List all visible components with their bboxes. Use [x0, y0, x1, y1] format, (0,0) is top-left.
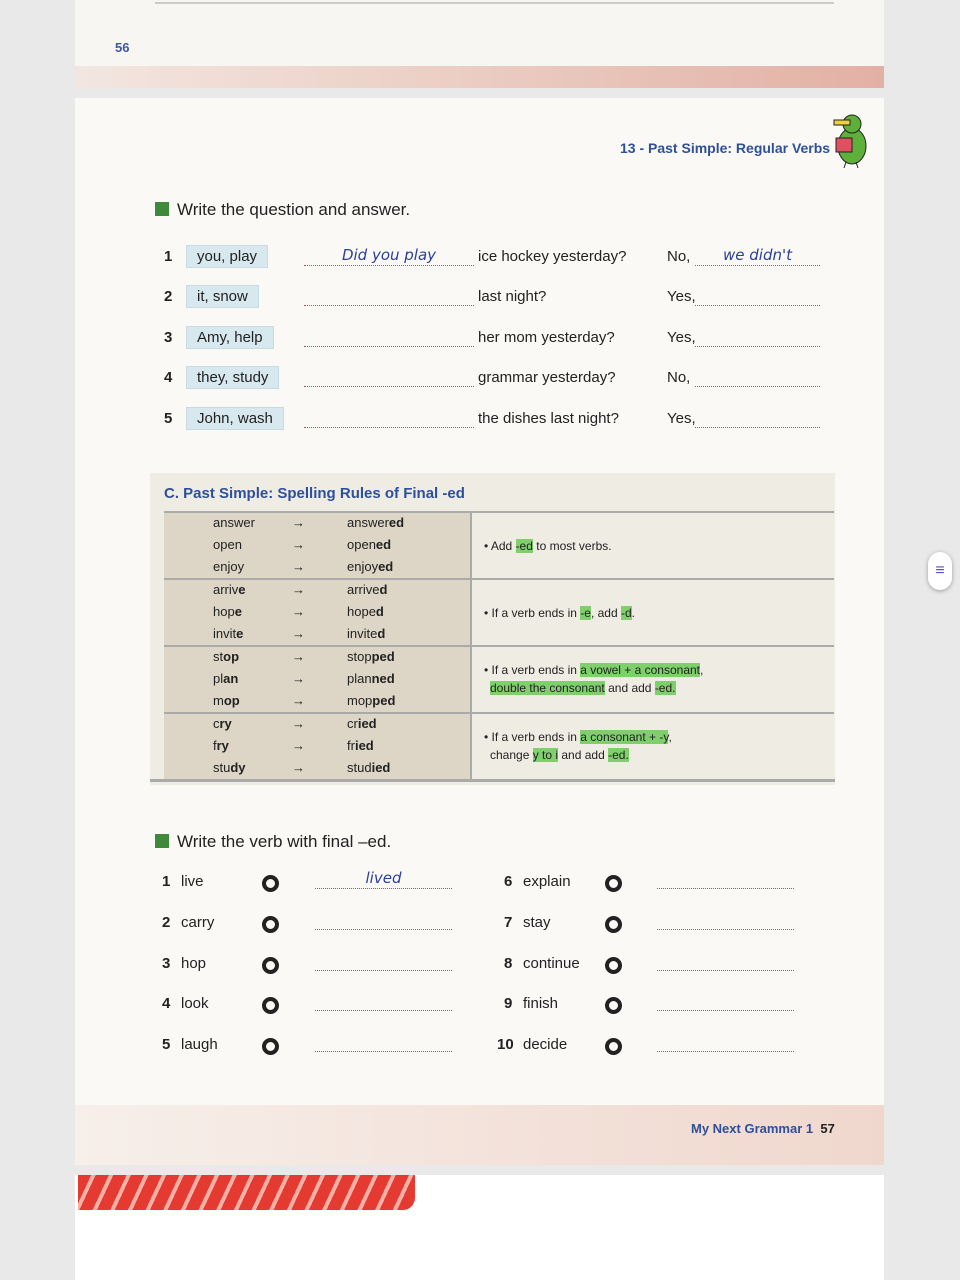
- verb: laugh: [181, 1036, 218, 1053]
- circle-bullet-icon: [262, 957, 279, 974]
- arrow: →: [292, 537, 305, 552]
- table-bottom-border: [150, 779, 835, 782]
- item-number: 6: [504, 873, 513, 890]
- past-verb: [347, 671, 395, 686]
- highlight: -ed.: [608, 748, 629, 762]
- base-plain: answer: [213, 515, 255, 530]
- question-blank[interactable]: [304, 408, 474, 428]
- item-number: 5: [162, 1036, 171, 1053]
- item-number: 8: [504, 955, 513, 972]
- rule-group: [164, 712, 834, 779]
- exercise2-item: [497, 995, 797, 1019]
- base-plain: pl: [213, 671, 224, 686]
- highlight: -ed.: [654, 681, 676, 695]
- arrow: →: [292, 582, 305, 597]
- arrow: →: [292, 604, 305, 619]
- past-plain: answer: [347, 515, 389, 530]
- base-bold: e: [236, 626, 244, 641]
- base-bold: op: [223, 649, 240, 664]
- checkbox-square-icon: [155, 202, 169, 216]
- table-title: C. Past Simple: Spelling Rules of Final -ed: [164, 485, 465, 502]
- past-ending: ed: [375, 537, 392, 552]
- exercise1-instruction: [155, 200, 410, 220]
- rule-segment: change: [490, 748, 533, 762]
- exercise2-item: [162, 1036, 462, 1060]
- base-verb: [213, 582, 246, 597]
- verb: decide: [523, 1036, 568, 1053]
- question-blank[interactable]: [304, 327, 474, 347]
- answer-blank[interactable]: [657, 991, 794, 1011]
- arrow: →: [292, 515, 305, 530]
- arrow: →: [292, 649, 305, 664]
- past-verb: [347, 515, 404, 530]
- item-number: 5: [164, 410, 173, 427]
- cue-box: they, study: [186, 366, 279, 389]
- base-verb: [213, 693, 240, 708]
- base-plain: st: [213, 649, 224, 664]
- circle-bullet-icon: [605, 997, 622, 1014]
- page-footer: [691, 1121, 835, 1136]
- base-bold: dy: [230, 760, 246, 775]
- question-blank[interactable]: Did you play: [304, 246, 474, 266]
- verb-row: [164, 671, 472, 693]
- arrow: →: [292, 716, 305, 731]
- instruction-text: Write the question and answer.: [177, 200, 411, 219]
- verb: explain: [523, 873, 571, 890]
- rule-segment: • If a verb ends in: [484, 730, 581, 744]
- item-number: 4: [162, 995, 171, 1012]
- past-ending: ed: [378, 559, 394, 574]
- verb-row: [164, 649, 472, 671]
- past-verb: [347, 649, 395, 664]
- circle-bullet-icon: [262, 916, 279, 933]
- circle-bullet-icon: [605, 916, 622, 933]
- verb: continue: [523, 955, 580, 972]
- past-plain: invite: [347, 626, 378, 641]
- base-verb: [213, 559, 244, 574]
- exercise2-item: [497, 873, 797, 897]
- base-bold: ry: [216, 738, 229, 753]
- verb-row: [164, 582, 472, 604]
- past-ending: d: [379, 582, 388, 597]
- rule-segment: • Add: [484, 539, 516, 553]
- answer-blank[interactable]: [657, 951, 794, 971]
- arrow: →: [292, 760, 305, 775]
- checkbox-square-icon: [155, 834, 169, 848]
- past-verb: [347, 738, 374, 753]
- base-bold: e: [234, 604, 242, 619]
- exercise2-item: [162, 869, 462, 897]
- rule-text: [484, 728, 672, 764]
- exercise2-item: [162, 914, 462, 938]
- past-plain: mop: [347, 693, 373, 708]
- exercise1-row: [0, 369, 960, 393]
- question-rest: her mom yesterday?: [478, 329, 615, 346]
- past-plain: stud: [347, 760, 372, 775]
- answer-blank[interactable]: [695, 286, 820, 306]
- rule-line: [484, 661, 703, 679]
- question-blank[interactable]: [304, 286, 474, 306]
- answer-blank[interactable]: [657, 910, 794, 930]
- arrow: →: [292, 738, 305, 753]
- rule-text: [484, 661, 703, 697]
- circle-bullet-icon: [262, 997, 279, 1014]
- base-plain: invit: [213, 626, 237, 641]
- menu-icon: ≡: [935, 562, 945, 579]
- past-plain: open: [347, 537, 376, 552]
- arrow: →: [292, 693, 305, 708]
- past-ending: ped: [372, 693, 396, 708]
- past-ending: ed: [388, 515, 405, 530]
- rule-segment: • If a verb ends in: [484, 606, 581, 620]
- exercise1-row: [0, 288, 960, 312]
- verb-row: [164, 738, 472, 760]
- rule-segment: • If a verb ends in: [484, 663, 581, 677]
- exercise2-instruction: [155, 832, 391, 852]
- cue-box: you, play: [186, 245, 268, 268]
- page-number-56: 56: [115, 40, 130, 55]
- verb: finish: [523, 995, 559, 1012]
- rule-segment: .: [631, 606, 635, 620]
- past-verb: [347, 537, 391, 552]
- cue-box: Amy, help: [186, 326, 274, 349]
- answer-blank[interactable]: [695, 367, 820, 387]
- past-ending: ied: [354, 738, 374, 753]
- page-number: 57: [820, 1121, 835, 1136]
- arrow: →: [292, 626, 305, 641]
- verb-row: [164, 716, 472, 738]
- item-number: 2: [164, 288, 173, 305]
- base-plain: hop: [213, 604, 235, 619]
- past-ending: d: [375, 604, 384, 619]
- highlight: double the consonant: [490, 681, 605, 695]
- rule-segment: and add: [604, 681, 655, 695]
- base-verb: [213, 649, 239, 664]
- past-plain: enjoy: [347, 559, 379, 574]
- past-ending: ied: [371, 760, 391, 775]
- answer-blank[interactable]: lived: [315, 869, 452, 889]
- past-plain: plan: [347, 671, 372, 686]
- verb-row: [164, 515, 472, 537]
- rule-segment: and add: [558, 748, 609, 762]
- base-plain: c: [213, 716, 220, 731]
- cue-box: John, wash: [186, 407, 284, 430]
- item-number: 2: [162, 914, 171, 931]
- base-verb: [213, 671, 238, 686]
- past-plain: arrive: [347, 582, 380, 597]
- circle-bullet-icon: [605, 875, 622, 892]
- circle-bullet-icon: [262, 875, 279, 892]
- past-plain: cr: [347, 716, 358, 731]
- rule-group: [164, 578, 834, 645]
- answer-blank[interactable]: [315, 910, 452, 930]
- question-rest: ice hockey yesterday?: [478, 248, 627, 265]
- past-verb: [347, 716, 377, 731]
- circle-bullet-icon: [605, 1038, 622, 1055]
- question-rest: grammar yesterday?: [478, 369, 616, 386]
- question-blank[interactable]: [304, 367, 474, 387]
- past-verb: [347, 693, 395, 708]
- verb: hop: [181, 955, 207, 972]
- base-plain: arriv: [213, 582, 239, 597]
- exercise1-row: [0, 248, 960, 272]
- base-verb: [213, 515, 255, 530]
- base-verb: [213, 604, 242, 619]
- verb: look: [181, 995, 209, 1012]
- reply-word: Yes,: [667, 288, 696, 305]
- exercise2-item: [497, 914, 797, 938]
- highlight: a vowel + a consonant: [580, 663, 701, 677]
- highlight: a consonant + -y: [580, 730, 669, 744]
- past-ending: ped: [371, 649, 395, 664]
- exercise1-row: [0, 329, 960, 353]
- base-verb: [213, 537, 242, 552]
- highlight: -ed: [515, 539, 533, 553]
- past-verb: [347, 559, 393, 574]
- rule-segment: ,: [668, 730, 672, 744]
- base-verb: [213, 738, 229, 753]
- answer-blank[interactable]: [695, 327, 820, 347]
- base-bold: an: [223, 671, 239, 686]
- rule-line: [484, 604, 635, 622]
- exercise2-item: [497, 1036, 797, 1060]
- item-number: 1: [164, 248, 173, 265]
- past-verb: [347, 626, 385, 641]
- rule-segment: , add: [590, 606, 621, 620]
- menu-button[interactable]: [928, 552, 952, 590]
- reply-word: Yes,: [667, 410, 696, 427]
- item-number: 3: [162, 955, 171, 972]
- answer-blank[interactable]: [695, 408, 820, 428]
- base-plain: open: [213, 537, 242, 552]
- past-verb: [347, 604, 384, 619]
- verb: stay: [523, 914, 551, 931]
- circle-bullet-icon: [605, 957, 622, 974]
- highlight: y to i: [532, 748, 559, 762]
- answer-blank[interactable]: [315, 991, 452, 1011]
- past-verb: [347, 760, 390, 775]
- base-bold: e: [238, 582, 246, 597]
- exercise2-item: [497, 955, 797, 979]
- rule-text: [484, 537, 612, 555]
- highlight: -e: [580, 606, 591, 620]
- item-number: 9: [504, 995, 513, 1012]
- base-bold: ry: [219, 716, 232, 731]
- answer-blank[interactable]: we didn't: [695, 246, 820, 266]
- rule-segment: to most verbs.: [532, 539, 612, 553]
- base-plain: enjoy: [213, 559, 245, 574]
- item-number: 1: [162, 873, 171, 890]
- past-ending: ned: [371, 671, 395, 686]
- verb: carry: [181, 914, 215, 931]
- item-number: 10: [497, 1036, 514, 1053]
- verb: live: [181, 873, 204, 890]
- base-plain: stu: [213, 760, 231, 775]
- question-rest: the dishes last night?: [478, 410, 619, 427]
- arrow: →: [292, 559, 305, 574]
- answer-blank[interactable]: [315, 1032, 452, 1052]
- rule-text: [484, 604, 635, 622]
- rule-line: [484, 728, 672, 746]
- past-plain: stop: [347, 649, 372, 664]
- reply-word: No,: [667, 248, 691, 265]
- decorative-stripes: [78, 1175, 415, 1210]
- answer-blank[interactable]: [315, 951, 452, 971]
- book-title: My Next Grammar 1: [691, 1121, 814, 1136]
- verb-row: [164, 537, 472, 559]
- rule-line: [484, 746, 672, 764]
- spelling-rules-table: [150, 473, 835, 785]
- arrow: →: [292, 671, 305, 686]
- past-verb: [347, 582, 387, 597]
- exercise2-item: [162, 995, 462, 1019]
- unit-title: 13 - Past Simple: Regular Verbs: [620, 140, 831, 156]
- exercise2-item: [162, 955, 462, 979]
- highlight: -d: [620, 606, 632, 620]
- question-rest: last night?: [478, 288, 547, 305]
- past-ending: d: [377, 626, 386, 641]
- past-plain: fr: [347, 738, 355, 753]
- rule-segment: ,: [700, 663, 704, 677]
- reply-word: No,: [667, 369, 691, 386]
- exercise1-row: [0, 410, 960, 434]
- base-verb: [213, 760, 246, 775]
- base-verb: [213, 716, 232, 731]
- answer-blank[interactable]: [657, 869, 794, 889]
- base-bold: op: [223, 693, 240, 708]
- verb-row: [164, 604, 472, 626]
- previous-page: [75, 0, 884, 88]
- bird-reading-icon: [830, 112, 870, 168]
- rule-line: [484, 537, 612, 555]
- past-ending: ied: [357, 716, 377, 731]
- item-number: 7: [504, 914, 513, 931]
- item-number: 4: [164, 369, 173, 386]
- rule-group: [164, 645, 834, 712]
- reply-word: Yes,: [667, 329, 696, 346]
- instruction-text: Write the verb with final –ed.: [177, 832, 392, 851]
- item-number: 3: [164, 329, 173, 346]
- cue-box: it, snow: [186, 285, 259, 308]
- rule-line: [484, 679, 703, 697]
- past-plain: hope: [347, 604, 376, 619]
- base-plain: f: [213, 738, 217, 753]
- rule-group: [164, 511, 834, 578]
- base-verb: [213, 626, 243, 641]
- base-plain: m: [213, 693, 224, 708]
- circle-bullet-icon: [262, 1038, 279, 1055]
- answer-blank[interactable]: [657, 1032, 794, 1052]
